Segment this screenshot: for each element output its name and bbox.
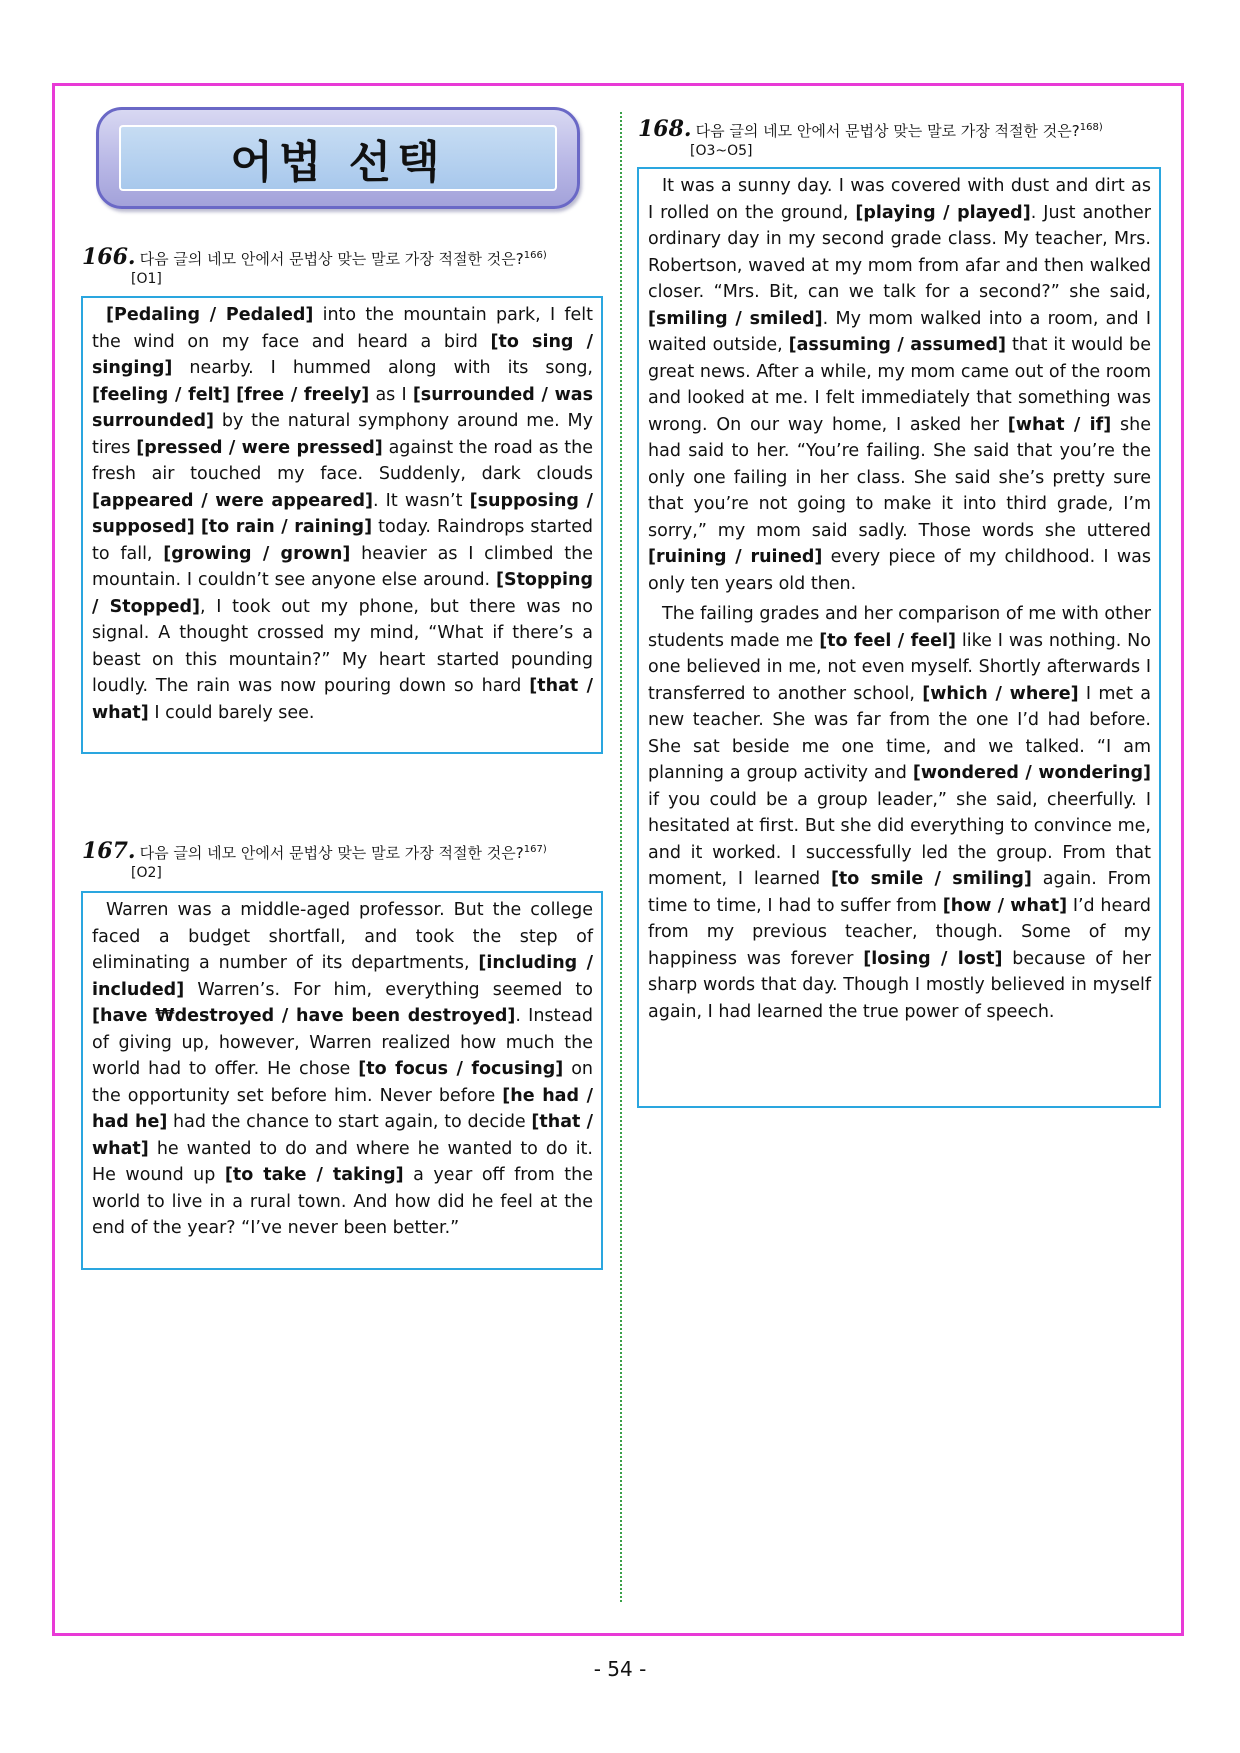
grammar-choice: [free / freely]	[236, 384, 370, 405]
section-title-inner	[119, 125, 557, 191]
passage-paragraph	[648, 601, 1151, 1025]
question-number: 168.	[638, 116, 692, 142]
page-number: - 54 -	[593, 1657, 647, 1681]
question-instruction: 다음 글의 네모 안에서 문법상 맞는 말로 가장 적절한 것은?	[139, 250, 524, 268]
passage-text: on the opportunity set before him. Never before	[92, 1059, 593, 1106]
question-166-passage	[81, 296, 603, 754]
grammar-choice: [losing / lost]	[863, 948, 1003, 969]
passage-text: . Just another ordinary day in my second grade class. My teacher, Mrs. Robertson, waved at my mom from afar and then walked closer. “Mrs. Bit, can we talk for a second?” she said,	[648, 202, 1151, 302]
passage-text: The failing grades and her comparison of me with other students made me	[648, 604, 1151, 651]
passage-text: nearby. I hummed along with its song,	[172, 358, 593, 378]
grammar-choice: [how / what]	[942, 895, 1068, 916]
passage-text: as I	[369, 384, 413, 405]
passage-text: , I took out my phone, but there was no signal. A thought crossed my mind, “What if there’s a beast on this mountain?” My heart started pounding loudly. The rain was now pouring down so hard	[92, 596, 593, 696]
passage-text: a year off from the world to live in a rural town. And how did he feel at the end of the year? “I’ve never been better.”	[92, 1165, 593, 1238]
passage-text: had the chance to start again, to decide	[167, 1112, 532, 1132]
passage-text: heavier as I climbed the mountain. I couldn’t see anyone else around.	[92, 543, 593, 590]
question-167-passage	[81, 891, 603, 1270]
grammar-choice: [growing / grown]	[163, 543, 351, 564]
grammar-choice: [appeared / were appeared]	[92, 490, 373, 511]
passage-text: . Instead of giving up, however, Warren realized how much the world had to offer. He chose	[92, 1006, 593, 1079]
grammar-choice: [smiling / smiled]	[648, 308, 823, 329]
grammar-choice: [feeling / felt]	[92, 384, 230, 405]
grammar-choice: [that / what]	[92, 1112, 594, 1159]
question-instruction: 다음 글의 네모 안에서 문법상 맞는 말로 가장 적절한 것은?	[139, 844, 524, 862]
passage-text: that it would be great news. After a while, my mom came out of the room and looked at me. I felt immediately that something was wrong. On our way home, I asked her	[648, 335, 1151, 435]
grammar-choice: [have ₩destroyed / have been destroyed]	[92, 1006, 516, 1026]
footnote-marker: 167)	[523, 844, 547, 855]
question-166-header	[82, 244, 547, 270]
grammar-choice: [playing / played]	[855, 202, 1031, 223]
passage-paragraph	[648, 173, 1151, 597]
passage-text: again. From time to time, I had to suffer from	[648, 869, 1152, 916]
grammar-choice: [he had / had he]	[92, 1085, 593, 1132]
grammar-choice: [to focus / focusing]	[358, 1059, 564, 1079]
grammar-choice: [which / where]	[922, 683, 1079, 704]
question-167-header	[82, 838, 547, 864]
passage-text: because of her sharp words that day. Though I mostly believed in myself again, I had learned the true power of speech.	[648, 948, 1151, 1022]
passage-text: Warren was a middle-aged professor. But the college faced a budget shortfall, and took the step of eliminating a number of its departments,	[92, 900, 593, 973]
footnote-marker: 166)	[523, 250, 547, 261]
grammar-choice: [Pedaling / Pedaled]	[106, 305, 314, 325]
grammar-choice: [pressed / were pressed]	[136, 437, 383, 458]
passage-text: by the natural symphony around me. My tires	[92, 411, 593, 458]
grammar-choice: [supposing / supposed]	[92, 490, 593, 537]
passage-text: he wanted to do and where he wanted to do it. He wound up	[92, 1138, 593, 1185]
grammar-choice: [wondered / wondering]	[912, 763, 1151, 783]
passage-paragraph	[92, 897, 593, 1242]
question-number: 166.	[82, 244, 136, 270]
grammar-choice: [Stopping / Stopped]	[92, 570, 593, 617]
question-instruction: 다음 글의 네모 안에서 문법상 맞는 말로 가장 적절한 것은?	[695, 122, 1080, 140]
passage-text: I met a new teacher. She was far from the one I’d had before. She sat beside me one time, and we talked. “I am planning a group activity and	[648, 683, 1151, 783]
section-title: 어법 선택	[230, 137, 446, 188]
grammar-choice: [to sing / singing]	[92, 331, 593, 378]
passage-paragraph	[92, 302, 593, 726]
passage-text: Warren’s. For him, everything seemed to	[184, 979, 593, 1000]
question-168-source: [O3~O5]	[690, 143, 753, 159]
grammar-choice: [surrounded / was surrounded]	[92, 384, 593, 431]
passage-text: like I was nothing. No one believed in me, not even myself. Shortly afterwards I transferred to another school,	[648, 630, 1151, 704]
question-168-header	[638, 116, 1103, 142]
passage-text: against the road as the fresh air touched my face. Suddenly, dark clouds	[92, 437, 593, 484]
footnote-marker: 168)	[1079, 122, 1103, 133]
passage-text: she had said to her. “You’re failing. She said that you’re the only one failing in her class. She said she’s pretty sure that you’re not going to make it into third grade, I’m sorry,” my mom said sadly. Those words she uttered	[648, 414, 1151, 541]
section-title-banner	[96, 107, 580, 209]
passage-text: I could barely see.	[148, 702, 315, 723]
passage-text: today. Raindrops started to fall,	[92, 517, 593, 564]
question-166-source: [O1]	[131, 271, 162, 287]
grammar-choice: [to smile / smiling]	[830, 869, 1032, 889]
grammar-choice: [to take / taking]	[224, 1165, 404, 1185]
grammar-choice: [ruining / ruined]	[648, 547, 823, 567]
grammar-choice: [assuming / assumed]	[788, 335, 1006, 355]
passage-text: . My mom walked into a room, and I waited outside,	[648, 308, 1152, 355]
grammar-choice: [that / what]	[92, 676, 593, 723]
grammar-choice: [including / included]	[92, 953, 593, 1000]
grammar-choice: [to feel / feel]	[819, 630, 956, 651]
column-divider	[620, 112, 622, 1602]
question-168-passage	[637, 167, 1161, 1108]
passage-text: It was a sunny day. I was covered with dust and dirt as I rolled on the ground,	[648, 176, 1151, 223]
question-number: 167.	[82, 838, 136, 864]
passage-text: I’d heard from my previous teacher, though. Some of my happiness was forever	[648, 895, 1151, 969]
grammar-choice: [what / if]	[1007, 414, 1112, 435]
question-167-source: [O2]	[131, 865, 162, 881]
passage-text: into the mountain park, I felt the wind on my face and heard a bird	[92, 305, 593, 352]
passage-text: . It wasn’t	[373, 490, 470, 511]
grammar-choice: [to rain / raining]	[200, 517, 373, 537]
passage-text: every piece of my childhood. I was only ten years old then.	[648, 547, 1151, 594]
passage-text: if you could be a group leader,” she said, cheerfully. I hesitated at first. But she did everything to convince me, and it worked. I successfully led the group. From that moment, I learned	[648, 789, 1151, 889]
